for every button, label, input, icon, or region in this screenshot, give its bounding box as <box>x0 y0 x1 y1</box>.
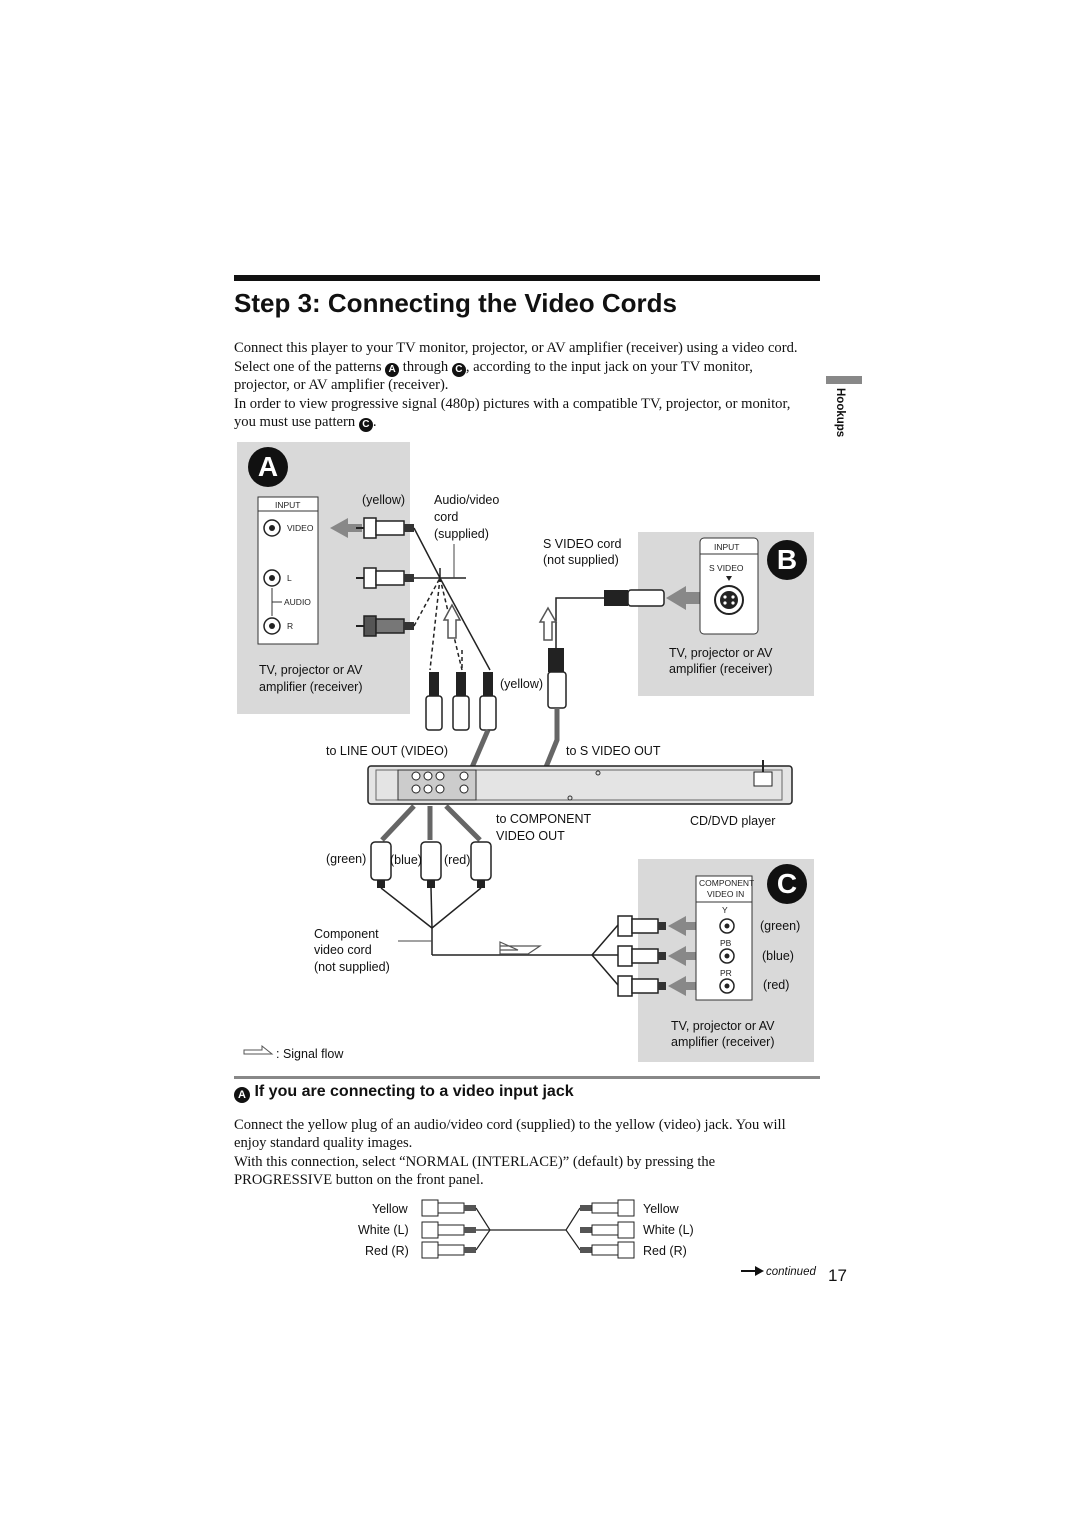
component-cord-line-1: Component <box>314 927 379 941</box>
plug-blue-label: (blue) <box>390 853 422 867</box>
panel-c-letter: C <box>767 864 807 904</box>
s-video-jack-icon <box>715 586 743 614</box>
component-pr-jack-icon <box>720 979 734 993</box>
line-out-label: to LINE OUT (VIDEO) <box>326 744 449 758</box>
s-video-cord-line-2: (not supplied) <box>543 553 619 567</box>
panel-a-letter: A <box>248 447 288 487</box>
panel-c-green-label: (green) <box>760 919 801 933</box>
page-title: Step 3: Connecting the Video Cords <box>234 288 678 318</box>
legend-right-white: White (L) <box>643 1223 694 1237</box>
intro-line-2: Select one of the patterns A through C , according to the input jack on your TV monitor, <box>234 359 753 375</box>
page-number: 17 <box>828 1266 847 1285</box>
panel-c-y-label: Y <box>722 905 728 915</box>
legend-right-red: Red (R) <box>643 1244 687 1258</box>
cord-a-yellow-label: (yellow) <box>362 493 406 507</box>
component-cord-line-3: (not supplied) <box>314 960 390 974</box>
video-jack-icon <box>264 520 280 536</box>
signal-flow-arrow-icon <box>244 1046 272 1054</box>
signal-arrow-up-b <box>540 608 556 640</box>
dvd-player-icon <box>368 760 792 804</box>
panel-c-videoin-label: VIDEO IN <box>707 889 745 899</box>
player-plug-1 <box>426 672 442 730</box>
player-label: CD/DVD player <box>690 814 776 828</box>
intro-line-1: Connect this player to your TV monitor, projector, or AV amplifier (receiver) using a video cord. <box>234 340 798 356</box>
section-a-badge: A <box>234 1087 250 1103</box>
legend-right-yellow: Yellow <box>643 1202 679 1216</box>
cord-a-line-2: cord <box>434 510 459 524</box>
panel-c-device-line-1: TV, projector or AV <box>671 1019 775 1033</box>
panel-a-video-label: VIDEO <box>287 523 314 533</box>
panel-c-red-label: (red) <box>763 978 790 992</box>
panel-a-device-line-1: TV, projector or AV <box>259 663 363 677</box>
pattern-c-badge: C <box>452 363 466 377</box>
audio-l-jack-icon <box>264 570 280 586</box>
panel-c-component-label: COMPONENT <box>699 878 755 888</box>
panel-c-blue-label: (blue) <box>762 949 794 963</box>
section-a-p2-line-2: PROGRESSIVE button on the front panel. <box>234 1172 484 1188</box>
s-video-plug-horizontal <box>604 590 664 606</box>
plug-green-label: (green) <box>326 852 367 866</box>
legend-left-white: White (L) <box>358 1223 409 1237</box>
legend-left-red: Red (R) <box>365 1244 409 1258</box>
cord-legend-right-plugs <box>580 1200 634 1258</box>
s-video-cord-line-1: S VIDEO cord <box>543 537 622 551</box>
intro-line-5: you must use pattern C . <box>234 414 377 430</box>
intro-line-4: In order to view progressive signal (480p) pictures with a compatible TV, projector, or monitor, <box>234 396 791 412</box>
tv-plug-green <box>618 916 666 936</box>
pattern-a-badge: A <box>385 363 399 377</box>
component-cord-line-2: video cord <box>314 943 372 957</box>
continued-label: continued <box>766 1266 816 1278</box>
component-pb-jack-icon <box>720 949 734 963</box>
panel-b-device-line-2: amplifier (receiver) <box>669 662 773 676</box>
intro-line-3: projector, or AV amplifier (receiver). <box>234 377 449 393</box>
panel-c-pr-label: PR <box>720 968 732 978</box>
cord-legend-left-plugs <box>422 1200 476 1258</box>
signal-flow-legend: : Signal flow <box>276 1047 344 1061</box>
side-tab-label: Hookups <box>834 388 846 438</box>
tv-plug-blue <box>618 946 666 966</box>
cord-a-line-1: Audio/video <box>434 493 500 507</box>
panel-a-r-label: R <box>287 621 294 631</box>
rca-plug-white <box>356 568 414 588</box>
component-plug-red <box>471 842 491 888</box>
rca-plug-yellow <box>356 518 414 538</box>
player-plug-2 <box>453 672 469 730</box>
audio-r-jack-icon <box>264 618 280 634</box>
panel-a-audio-label: AUDIO <box>284 597 311 607</box>
tv-plug-red <box>618 976 666 996</box>
signal-arrow-c <box>500 942 540 954</box>
panel-b-device-line-1: TV, projector or AV <box>669 646 773 660</box>
s-video-out-label: to S VIDEO OUT <box>566 744 661 758</box>
legend-left-yellow: Yellow <box>372 1202 408 1216</box>
panel-b-input-label: INPUT <box>714 542 740 552</box>
panel-a-device-line-2: amplifier (receiver) <box>259 680 363 694</box>
component-y-jack-icon <box>720 919 734 933</box>
player-plug-3 <box>480 672 496 730</box>
section-a-p1-line-2: enjoy standard quality images. <box>234 1135 413 1151</box>
component-plug-green <box>371 842 391 888</box>
rca-plug-red <box>356 616 414 636</box>
cord-a-line-3: (supplied) <box>434 527 489 541</box>
pattern-c-badge-2: C <box>359 418 373 432</box>
component-plug-blue <box>421 842 441 888</box>
s-video-plug-vertical <box>548 648 566 708</box>
signal-arrow-b <box>666 586 704 610</box>
panel-c-pb-label: PB <box>720 938 732 948</box>
continued-arrow-icon <box>741 1266 764 1276</box>
section-rule <box>234 1076 820 1079</box>
panel-b-letter: B <box>767 540 807 580</box>
component-out-line-1: to COMPONENT <box>496 812 592 826</box>
section-a-heading: A If you are connecting to a video input jack <box>234 1083 574 1103</box>
panel-c-device-line-2: amplifier (receiver) <box>671 1035 775 1049</box>
section-a-p2-line-1: With this connection, select “NORMAL (INTERLACE)” (default) by pressing the <box>234 1154 716 1170</box>
plug-red-label: (red) <box>444 853 471 867</box>
section-a-p1-line-1: Connect the yellow plug of an audio/video cord (supplied) to the yellow (video) jack. You will <box>234 1117 786 1133</box>
s-video-yellow-label: (yellow) <box>500 677 544 691</box>
panel-a-input-label: INPUT <box>275 500 301 510</box>
component-out-line-2: VIDEO OUT <box>496 829 565 843</box>
panel-a-l-label: L <box>287 573 292 583</box>
panel-b-svideo-label: S VIDEO <box>709 563 744 573</box>
